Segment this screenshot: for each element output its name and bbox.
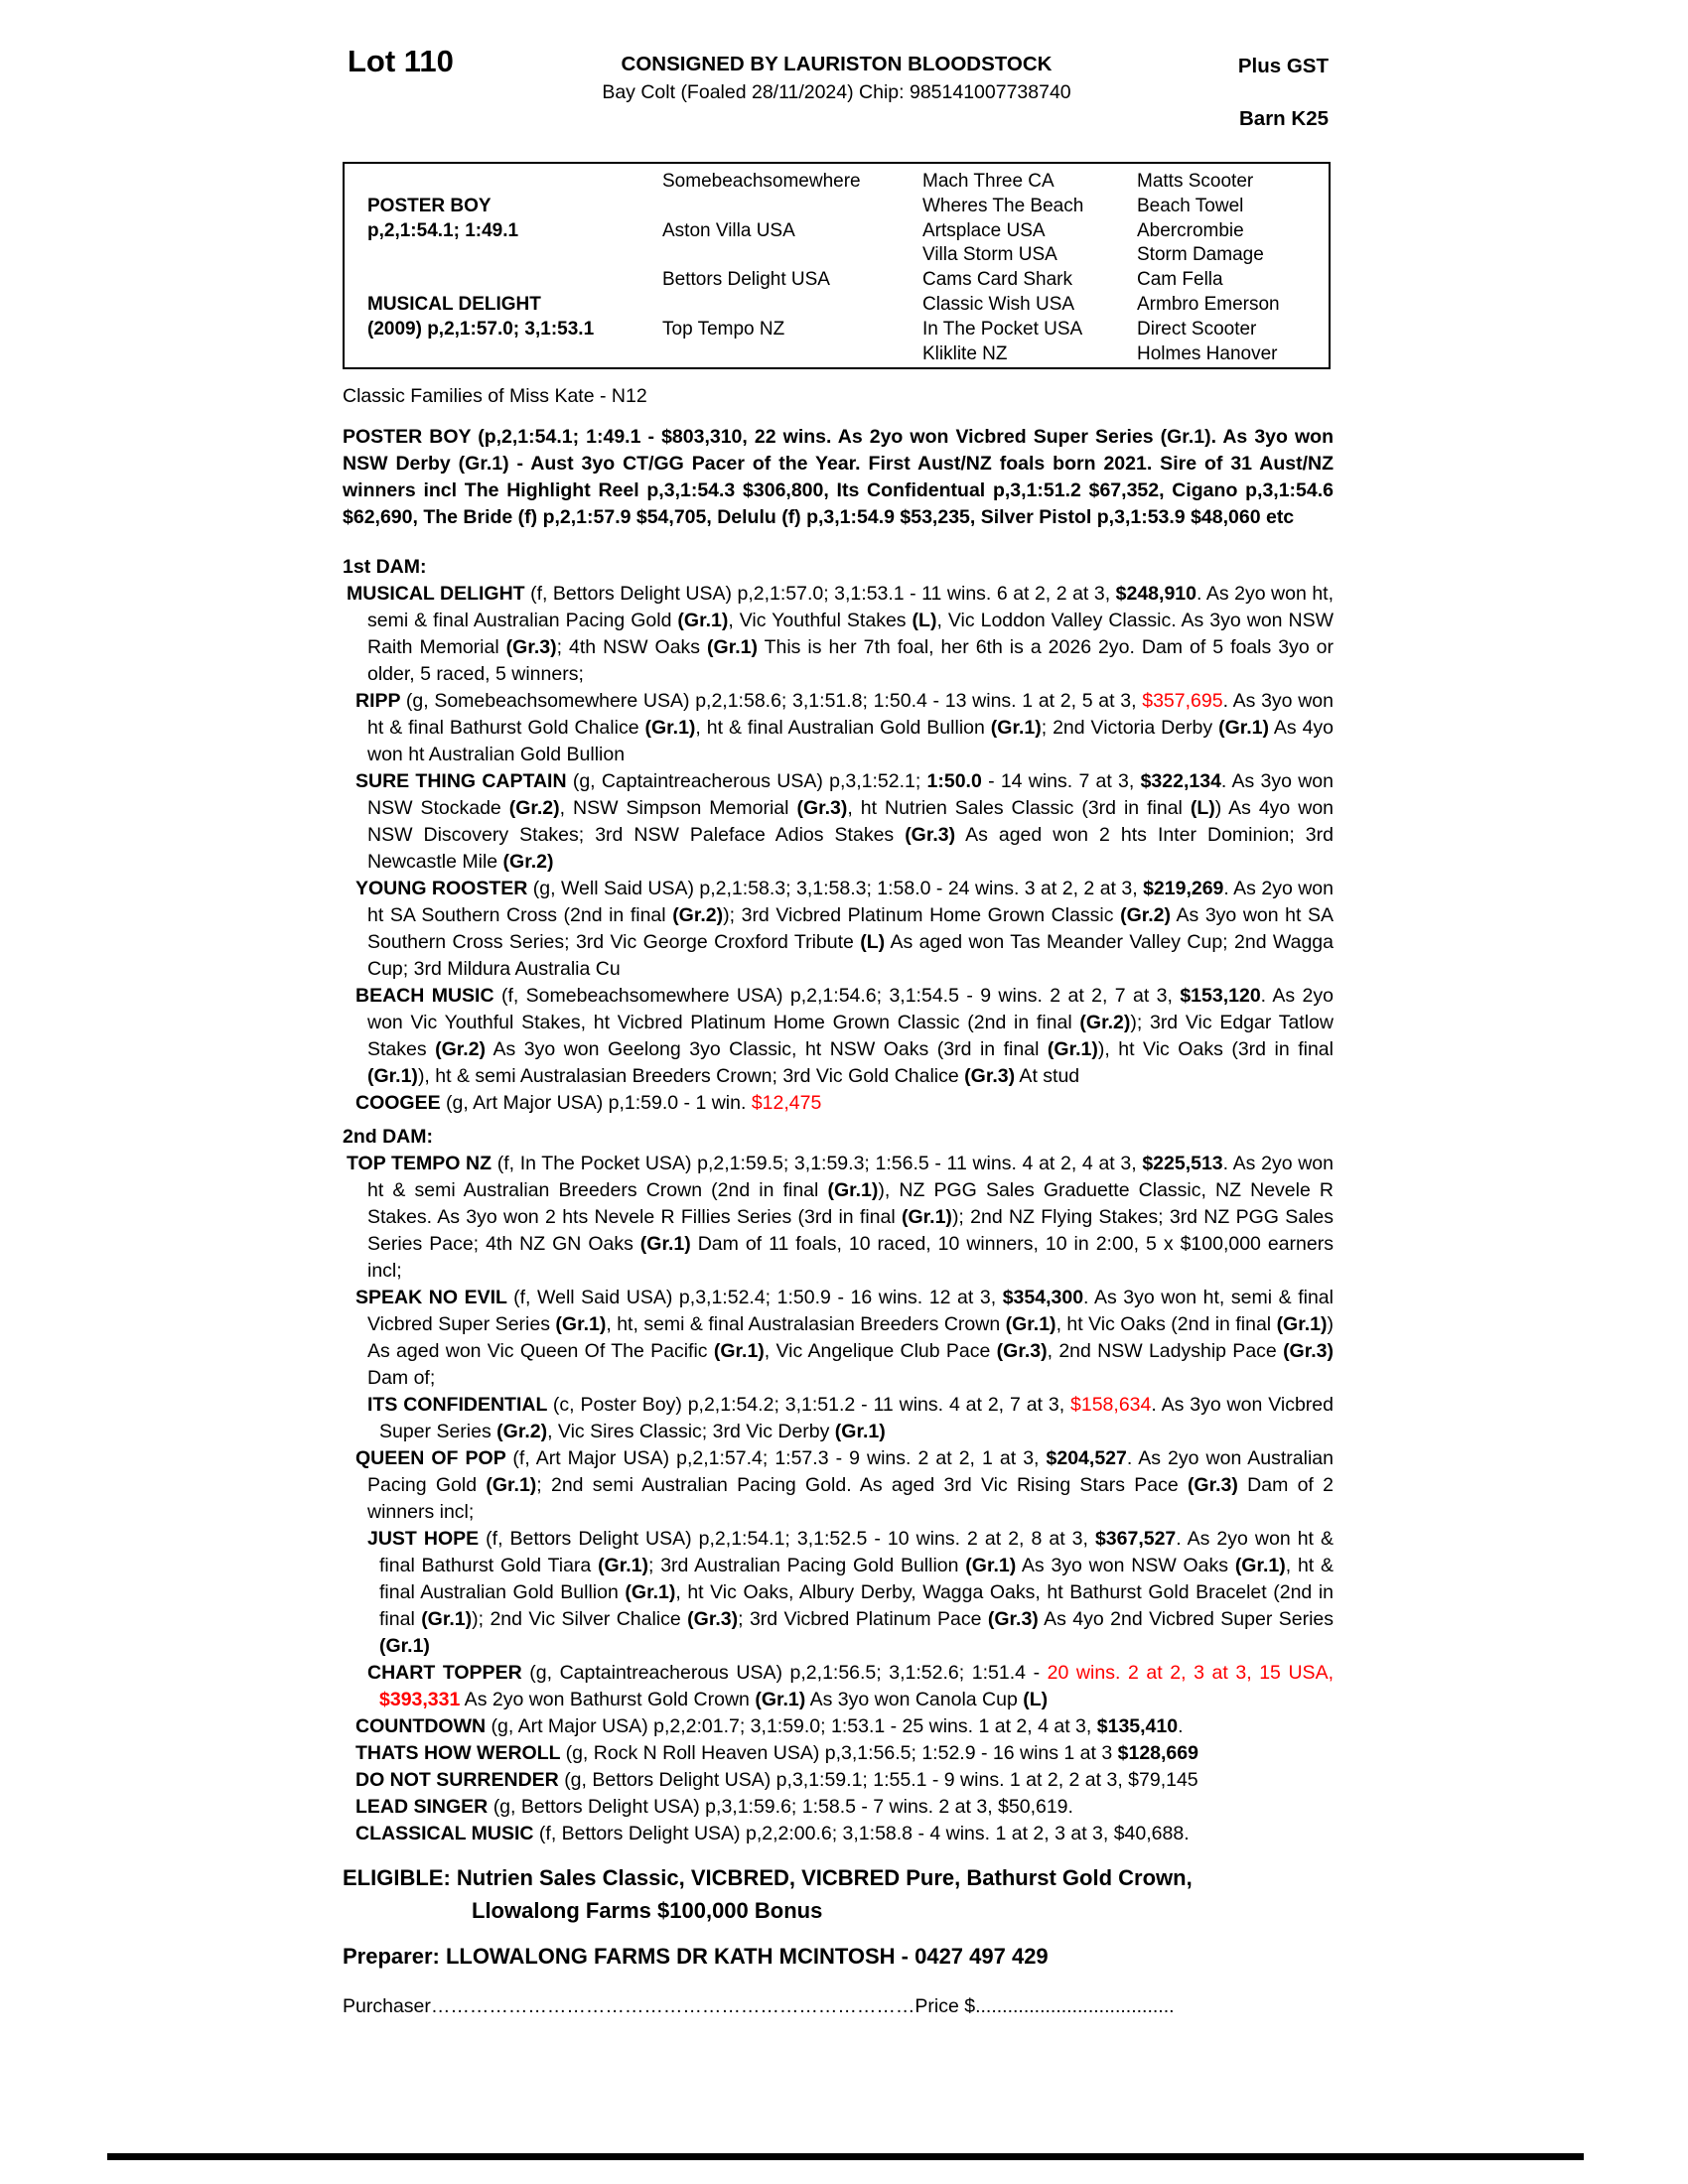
heading-1st-dam: 1st DAM:	[343, 556, 427, 578]
pedigree-cell: Holmes Hanover	[1137, 342, 1278, 364]
lot-number: Lot 110	[348, 44, 454, 78]
para-classical-music: CLASSICAL MUSIC (f, Bettors Delight USA) p,2,2:00.6; 3,1:58.8 - 4 wins. 1 at 2, 3 at 3, $40,688.	[355, 1823, 1190, 1844]
para-lead-singer: LEAD SINGER (g, Bettors Delight USA) p,3,1:59.6; 1:58.5 - 7 wins. 2 at 3, $50,619.	[355, 1796, 1073, 1818]
para-its-confidential: ITS CONFIDENTIAL (c, Poster Boy) p,2,1:54.2; 3,1:51.2 - 11 wins. 4 at 2, 7 at 3, $158,634. As 3yo won Vicbred Super Series (Gr.2), Vic Sires Classic; 3rd Vic Derby (Gr.1)	[367, 1394, 1334, 1442]
page-body	[343, 383, 1334, 2020]
pedigree-cell: Artsplace USA	[922, 219, 1046, 241]
para-beach-music: BEACH MUSIC (f, Somebeachsomewhere USA) p,2,1:54.6; 3,1:54.5 - 9 wins. 2 at 2, 7 at 3, $153,120. As 2yo won Vic Youthful Stakes, ht Vicbred Platinum Home Grown Classic (2nd in final (Gr.2)); 3rd Vic Edgar Tatlow Stakes (Gr.2) As 3yo won Geelong 3yo Classic, ht NSW Oaks (3rd in final (Gr.1)), ht Vic Oaks (3rd in final (Gr.1)), ht & semi Australasian Breeders Crown; 3rd Vic Gold Chalice (Gr.3) At stud	[355, 985, 1334, 1087]
para-chart-topper: CHART TOPPER (g, Captaintreacherous USA) p,2,1:56.5; 3,1:52.6; 1:51.4 - 20 wins. 2 at 2, 3 at 3, 15 USA, $393,331 As 2yo won Bathurst Gold Crown (Gr.1) As 3yo won Canola Cup (L)	[367, 1662, 1334, 1710]
pedigree-cell: Storm Damage	[1137, 244, 1264, 266]
para-top-tempo-nz: TOP TEMPO NZ (f, In The Pocket USA) p,2,1:59.5; 3,1:59.3; 1:56.5 - 11 wins. 4 at 2, 4 at 3, $225,513. As 2yo won ht & semi Australian Breeders Crown (2nd in final (Gr.1)), NZ PGG Sales Graduette Classic, NZ Nevele R Stakes. As 3yo won 2 hts Nevele R Fillies Series (3rd in final (Gr.1)); 2nd NZ Flying Stakes; 3rd NZ PGG Sales Series Pace; 4th NZ GN Oaks (Gr.1) Dam of 11 foals, 10 raced, 10 winners, 10 in 2:00, 5 x $100,000 earners incl;	[347, 1153, 1334, 1282]
pedigree-text	[343, 424, 1334, 1847]
pedigree-cell: Bettors Delight USA	[662, 269, 830, 291]
pedigree-cell: (2009) p,2,1:57.0; 3,1:53.1	[367, 318, 595, 340]
para-thats-how-weroll: THATS HOW WEROLL (g, Rock N Roll Heaven USA) p,3,1:56.5; 1:52.9 - 16 wins 1 at 3 $128,669	[355, 1742, 1198, 1764]
pedigree-cell	[662, 244, 922, 269]
pedigree-cell: Beach Towel	[1137, 195, 1244, 216]
para-countdown: COUNTDOWN (g, Art Major USA) p,2,2:01.7; 3,1:59.0; 1:53.1 - 25 wins. 1 at 2, 4 at 3, $135,410.	[355, 1715, 1184, 1737]
para-young-rooster: YOUNG ROOSTER (g, Well Said USA) p,2,1:58.3; 3,1:58.3; 1:58.0 - 24 wins. 3 at 2, 2 at 3, $219,269. As 2yo won ht SA Southern Cross (2nd in final (Gr.2)); 3rd Vicbred Platinum Home Grown Classic (Gr.2) As 3yo won ht SA Southern Cross Series; 3rd Vic George Croxford Tribute (L) As aged won Tas Meander Valley Cup; 2nd Wagga Cup; 3rd Mildura Australia Cu	[355, 878, 1334, 980]
pedigree-cell: Matts Scooter	[1137, 171, 1254, 192]
pedigree-cell: MUSICAL DELIGHT	[367, 293, 541, 315]
pedigree-cell: Mach Three CA	[922, 171, 1055, 192]
pedigree-cell: Somebeachsomewhere	[662, 171, 861, 192]
eligible-line-1: ELIGIBLE: Nutrien Sales Classic, VICBRED, VICBRED Pure, Bathurst Gold Crown,	[343, 1865, 1193, 1890]
pedigree-cell: Top Tempo NZ	[662, 318, 785, 340]
consignor-title: CONSIGNED BY LAURISTON BLOODSTOCK	[621, 53, 1053, 75]
pedigree-cell: POSTER BOY	[367, 195, 492, 216]
pedigree-cell: Wheres The Beach	[922, 195, 1084, 216]
para-ripp: RIPP (g, Somebeachsomewhere USA) p,2,1:58.6; 3,1:51.8; 1:50.4 - 13 wins. 1 at 2, 5 at 3, $357,695. As 3yo won ht & final Bathurst Gold Chalice (Gr.1), ht & final Australian Gold Bullion (Gr.1); 2nd Victoria Derby (Gr.1) As 4yo won ht Australian Gold Bullion	[355, 690, 1335, 765]
para-poster-boy: POSTER BOY (p,2,1:54.1; 1:49.1 - $803,310, 22 wins. As 2yo won Vicbred Super Series (Gr.1). As 3yo won NSW Derby (Gr.1) - Aust 3yo CT/GG Pacer of the Year. First Aust/NZ foals born 2021. Sire of 31 Aust/NZ winners incl The Highlight Reel p,3,1:54.3 $306,800, Its Confidentual p,3,1:51.2 $67,352, Cigano p,3,1:54.6 $62,690, The Bride (f) p,2,1:57.9 $54,705, Delulu (f) p,3,1:54.9 $53,235, Silver Pistol p,3,1:53.9 $48,060 etc	[343, 426, 1334, 528]
pedigree-cell: Cam Fella	[1137, 269, 1223, 291]
pedigree-cell: In The Pocket USA	[922, 318, 1083, 340]
pedigree-cell: Aston Villa USA	[662, 219, 795, 241]
pedigree-cell: Classic Wish USA	[922, 293, 1075, 315]
pedigree-cell: Abercrombie	[1137, 219, 1244, 241]
pedigree-cell	[662, 294, 922, 319]
preparer-line: Preparer: LLOWALONG FARMS DR KATH MCINTOSH - 0427 497 429	[343, 1944, 1049, 1969]
price-label: Price $	[914, 1995, 976, 2017]
price-dots: .....................................	[975, 1995, 1175, 2017]
purchaser-dots: …………………………………………………………………	[430, 1995, 915, 2017]
pedigree-cell	[345, 244, 662, 269]
pedigree-cell	[662, 343, 922, 368]
para-musical-delight: MUSICAL DELIGHT (f, Bettors Delight USA) p,2,1:57.0; 3,1:53.1 - 11 wins. 6 at 2, 2 at 3, $248,910. As 2yo won ht, semi & final Australian Pacing Gold (Gr.1), Vic Youthful Stakes (L), Vic Loddon Valley Classic. As 3yo won NSW Raith Memorial (Gr.3); 4th NSW Oaks (Gr.1) This is her 7th foal, her 6th is a 2026 2yo. Dam of 5 foals 3yo or older, 5 raced, 5 winners;	[347, 583, 1335, 685]
para-coogee: COOGEE (g, Art Major USA) p,1:59.0 - 1 win. $12,475	[355, 1092, 822, 1114]
purchaser-line	[343, 1993, 1284, 2020]
para-do-not-surrender: DO NOT SURRENDER (g, Bettors Delight USA) p,3,1:59.1; 1:55.1 - 9 wins. 1 at 2, 2 at 3, $79,145	[355, 1769, 1198, 1791]
pedigree-cell: p,2,1:54.1; 1:49.1	[367, 219, 519, 241]
barn-label: Barn K25	[1238, 107, 1329, 130]
heading-2nd-dam: 2nd DAM:	[343, 1126, 433, 1148]
para-speak-no-evil: SPEAK NO EVIL (f, Well Said USA) p,3,1:52.4; 1:50.9 - 16 wins. 12 at 3, $354,300. As 3yo won ht, semi & final Vicbred Super Series (Gr.1), ht, semi & final Australasian Breeders Crown (Gr.1), ht Vic Oaks (2nd in final (Gr.1)) As aged won Vic Queen Of The Pacific (Gr.1), Vic Angelique Club Pace (Gr.3), 2nd NSW Ladyship Pace (Gr.3) Dam of;	[355, 1287, 1334, 1389]
pedigree-cell	[662, 196, 922, 220]
eligible-block	[343, 1861, 1334, 1927]
para-just-hope: JUST HOPE (f, Bettors Delight USA) p,2,1:54.1; 3,1:52.5 - 10 wins. 2 at 2, 8 at 3, $367,527. As 2yo won ht & final Bathurst Gold Tiara (Gr.1); 3rd Australian Pacing Gold Bullion (Gr.1) As 3yo won NSW Oaks (Gr.1), ht & final Australian Gold Bullion (Gr.1), ht Vic Oaks, Albury Derby, Wagga Oaks, ht Bathurst Gold Bracelet (2nd in final (Gr.1)); 2nd Vic Silver Chalice (Gr.3); 3rd Vicbred Platinum Pace (Gr.3) As 4yo 2nd Vicbred Super Series (Gr.1)	[367, 1528, 1335, 1657]
pedigree-cell: Villa Storm USA	[922, 244, 1057, 266]
para-sure-thing-captain: SURE THING CAPTAIN (g, Captaintreacherous USA) p,3,1:52.1; 1:50.0 - 14 wins. 7 at 3, $322,134. As 3yo won NSW Stockade (Gr.2), NSW Simpson Memorial (Gr.3), ht Nutrien Sales Classic (3rd in final (L)) As 4yo won NSW Discovery Stakes; 3rd NSW Paleface Adios Stakes (Gr.3) As aged won 2 hts Inter Dominion; 3rd Newcastle Mile (Gr.2)	[355, 770, 1335, 873]
foal-info: Bay Colt (Foaled 28/11/2024) Chip: 985141007738740	[602, 81, 1071, 103]
pedigree-cell: Cams Card Shark	[922, 269, 1072, 291]
pedigree-cell: Direct Scooter	[1137, 318, 1257, 340]
pedigree-cell	[345, 269, 662, 294]
family-line: Classic Families of Miss Kate - N12	[343, 385, 647, 407]
plus-gst-label: Plus GST	[1237, 55, 1329, 77]
pedigree-table	[343, 162, 1331, 369]
pedigree-cell	[345, 171, 662, 196]
para-queen-of-pop: QUEEN OF POP (f, Art Major USA) p,2,1:57.4; 1:57.3 - 9 wins. 2 at 2, 1 at 3, $204,527. As 2yo won Australian Pacing Gold (Gr.1); 2nd semi Australian Pacing Gold. As aged 3rd Vic Rising Stars Pace (Gr.3) Dam of 2 winners incl;	[355, 1447, 1334, 1523]
pedigree-cell: Armbro Emerson	[1137, 293, 1280, 315]
purchaser-label: Purchaser	[343, 1995, 431, 2017]
eligible-line-2: Llowalong Farms $100,000 Bonus	[472, 1898, 823, 1923]
pedigree-cell	[345, 343, 662, 368]
page-bottom-bar	[107, 2153, 1584, 2160]
pedigree-cell: Kliklite NZ	[922, 342, 1008, 364]
